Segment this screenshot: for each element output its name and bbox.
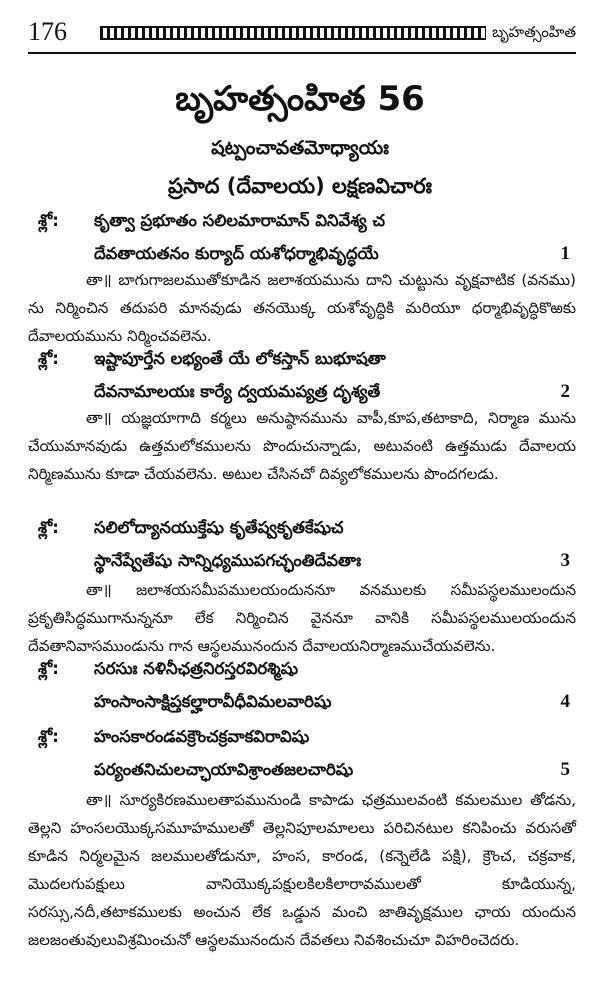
verse-line: కృత్వా ప్రభూతం సలిలమారామాన్ వినివేశ్య చ <box>94 211 385 230</box>
verse-number: 5 <box>560 759 570 780</box>
verse-line: పర్యంతనిచులచ్ఛాయావిశ్రాంతజలచారిషు <box>94 760 354 779</box>
verse-3 <box>28 515 576 577</box>
sloka-label: శ్లో: <box>38 349 59 368</box>
verse-number: 4 <box>560 691 570 712</box>
ornamental-border <box>100 26 486 40</box>
verse-line: సలిలోద్యానయుక్తేషు కృతేష్వకృతకేషుచ <box>94 518 344 537</box>
commentary-text: తా॥ జలాశయసమీపములయందుననూ వనములకు సమీపస్థలములందున ప్రకృతిసిద్ధముగానున్ననూ లేక నిర్మించిన వైననూ వానికి సమీపస్థలములయందున దేవతానివాసముండును గాన ఆస్థలమునందున దేవాలయనిర్మాణముచేయవలెను. <box>28 581 576 655</box>
sloka-label: శ్లో: <box>38 727 59 746</box>
verse-line: ఇష్టాపూర్తేన లభ్యంతే యే లోకస్తాన్ బుభూషతా <box>94 349 386 368</box>
commentary-3 <box>28 576 576 660</box>
verse-number: 1 <box>560 243 570 264</box>
running-title: బృహత్సంహిత <box>491 23 576 41</box>
commentary-2 <box>28 404 576 488</box>
verse-line: స్థానేష్వేతేషు సాన్నిధ్యముపగచ్ఛంతిదేవతాః <box>94 551 362 570</box>
verse-2 <box>28 346 576 408</box>
commentary-1 <box>28 266 576 350</box>
commentary-text: తా॥ సూర్యకిరణములతాపమునుండి కాపాడు ఛత్రములవంటి కమలముల తోడను, తెల్లని హంసలయొక్కసమూహములతో తెల్లనిపూలమాలలు పరిచినటుల కనిపించు వరుసతో కూడిన నిర్మలమైన జలములతోడునూ, హంస, కారండ, (కన్నెలేడి పక్షి), క్రౌంచ, చక్రవాక, మొదలగుపక్షులు వానియొక్కపక్షులకిలకిలారావములతో కూడియున్న, సరస్సు,నదీ,తటాకములకు అంచున లేక ఒడ్డున మంచి జాతివృక్షముల ఛాయ యందున జలజంతువులువిశ్రమించునో ఆస్థలమునందున దేవతలు నివశించుచూ విహరించెదరు. <box>28 791 576 949</box>
verse-line: సరసుః నళినీఛత్రనిరస్తరవిరశ్మిషు <box>94 659 299 678</box>
verse-1 <box>28 208 576 270</box>
commentary-text: తా॥ యజ్ఞయాగాది కర్మలు అనుష్ఠానమును వాపీ,కూప,తటాకాది, నిర్మాణ మును చేయుమానవుడు ఉత్తమలోకములను పొందుచున్నాడు, అటువంటి ఉత్తముడు దేవాలయ నిర్మిణమును కూడా చేయవలెను. అటుల చేసినచో దివ్యలోకములను పొందగలడు. <box>28 409 576 483</box>
page-number: 176 <box>28 17 67 46</box>
verse-4 <box>28 656 576 718</box>
commentary-text: తా॥ బాగుగాజలముతోకూడిన జలాశయమును దాని చుట్టును వృక్షవాటిక (వనము) ను నిర్మించిన తదుపరి మానవుడు తనయొక్క యశోవృద్ధికి మరియూ ధర్మాభివృద్ధికొఱకు దేవాలయమును నిర్మించవలెను. <box>28 271 576 345</box>
verse-line: హంసకారండవక్రౌంచక్రవాకవిరావిషు <box>94 727 310 746</box>
verse-number: 2 <box>560 381 570 402</box>
sloka-label: శ్లో: <box>38 518 59 537</box>
verse-line: దేవతాయతనం కుర్యాద్ యశోధర్మాభివృద్ధయే <box>94 244 379 263</box>
chapter-topic: ప్రసాద (దేవాలయ) లక్షణవిచారః <box>168 174 432 198</box>
sloka-label: శ్లో: <box>38 211 59 230</box>
verse-number: 3 <box>560 550 570 571</box>
header-rule <box>28 52 576 54</box>
page-header <box>28 16 576 48</box>
chapter-title: బృహత్సంహిత 56 <box>175 79 425 119</box>
verse-line: హంసాంసాక్షిప్తకల్హారావీధీవిమలవారిషు <box>94 692 332 711</box>
verse-5 <box>28 724 576 786</box>
commentary-5 <box>28 786 576 954</box>
chapter-subtitle: షట్పంచావతమోధ్యాయః <box>211 137 389 159</box>
verse-line: దేవనామాలయః కార్యే ద్వయమప్యత్ర దృశ్యతే <box>94 382 381 401</box>
sloka-label: శ్లో: <box>38 659 59 678</box>
